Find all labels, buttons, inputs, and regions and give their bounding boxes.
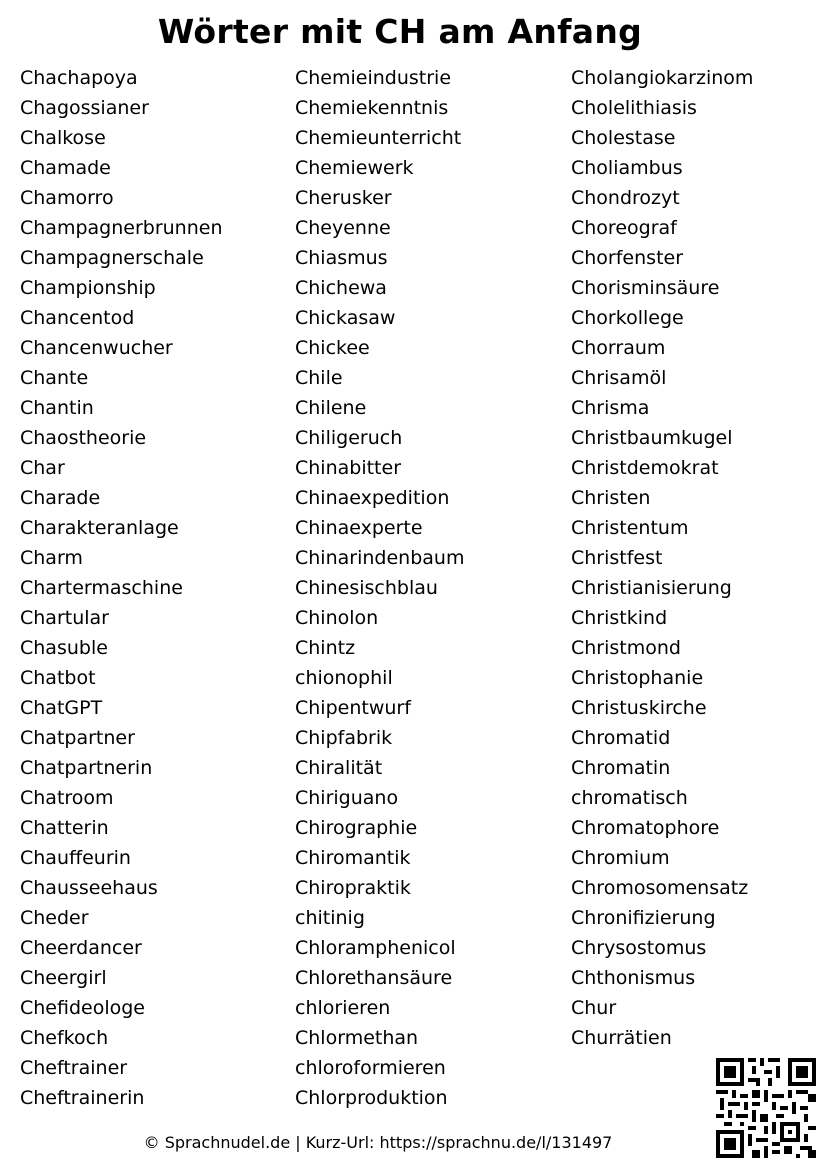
word-item: Chatroom — [20, 787, 114, 809]
word-item: Chemieunterricht — [295, 127, 462, 149]
word-item: Chromosomensatz — [571, 877, 749, 899]
word-column-3 — [571, 63, 753, 1053]
qr-code-icon[interactable] — [716, 1058, 816, 1158]
word-item: Chiropraktik — [295, 877, 411, 899]
word-item: Chromatin — [571, 757, 671, 779]
word-item: Chirographie — [295, 817, 418, 839]
word-item: Chasuble — [20, 637, 108, 659]
word-item: Cherusker — [295, 187, 392, 209]
word-item: Chemiekenntnis — [295, 97, 449, 119]
word-item: Christmond — [571, 637, 681, 659]
word-item: Christen — [571, 487, 651, 509]
word-item: Christkind — [571, 607, 668, 629]
word-item: Christuskirche — [571, 697, 707, 719]
word-item: Chancenwucher — [20, 337, 173, 359]
word-item: Chipentwurf — [295, 697, 411, 719]
word-item: Chlorproduktion — [295, 1087, 448, 1109]
word-item: Chartular — [20, 607, 109, 629]
word-item: Charakteranlage — [20, 517, 179, 539]
word-item: Champagnerbrunnen — [20, 217, 223, 239]
word-item: Chile — [295, 367, 343, 389]
word-item: Churrätien — [571, 1027, 672, 1049]
word-item: Char — [20, 457, 65, 479]
word-item: Christentum — [571, 517, 689, 539]
word-item: Chaostheorie — [20, 427, 147, 449]
word-item: Chinarindenbaum — [295, 547, 465, 569]
word-column-1 — [20, 63, 223, 1113]
word-item: Chinabitter — [295, 457, 402, 479]
word-item: Chiriguano — [295, 787, 399, 809]
word-item: Chlormethan — [295, 1027, 419, 1049]
word-item: Cheder — [20, 907, 89, 929]
word-item: Chauffeurin — [20, 847, 131, 869]
word-item: Cheergirl — [20, 967, 107, 989]
word-item: Cheerdancer — [20, 937, 142, 959]
word-item: Chromatophore — [571, 817, 720, 839]
word-item: Chloramphenicol — [295, 937, 456, 959]
word-item: Choreograf — [571, 217, 677, 239]
word-column-2 — [295, 63, 464, 1113]
word-item: Chickasaw — [295, 307, 396, 329]
word-item: Chromatid — [571, 727, 671, 749]
word-item: Christbaumkugel — [571, 427, 733, 449]
word-item: Chorisminsäure — [571, 277, 720, 299]
word-item: Chronifizierung — [571, 907, 716, 929]
word-item: chitinig — [295, 907, 365, 929]
word-item: Chiromantik — [295, 847, 411, 869]
word-item: chromatisch — [571, 787, 688, 809]
word-item: Chipfabrik — [295, 727, 393, 749]
word-item: Chante — [20, 367, 89, 389]
word-item: Chinaexpedition — [295, 487, 450, 509]
word-item: Chatbot — [20, 667, 96, 689]
word-item: Cheftrainerin — [20, 1087, 145, 1109]
word-item: Chamade — [20, 157, 111, 179]
word-item: Champagnerschale — [20, 247, 204, 269]
word-item: Cholelithiasis — [571, 97, 697, 119]
word-item: Chausseehaus — [20, 877, 158, 899]
word-item: Christdemokrat — [571, 457, 719, 479]
footer-source: © Sprachnudel.de | Kurz-Url: https://sprachnu.de/l/131497 — [143, 1133, 613, 1152]
word-item: Chickee — [295, 337, 370, 359]
word-item: Chamorro — [20, 187, 114, 209]
word-item: Chagossianer — [20, 97, 149, 119]
word-item: Chinaexperte — [295, 517, 423, 539]
word-item: Charm — [20, 547, 83, 569]
word-item: Chiligeruch — [295, 427, 403, 449]
word-item: Chrysostomus — [571, 937, 707, 959]
word-item: Chromium — [571, 847, 670, 869]
word-item: chionophil — [295, 667, 393, 689]
word-item: Cheyenne — [295, 217, 391, 239]
page-title: Wörter mit CH am Anfang — [157, 12, 643, 51]
word-item: Chatterin — [20, 817, 109, 839]
word-item: chlorieren — [295, 997, 391, 1019]
word-item: Christophanie — [571, 667, 704, 689]
word-item: Chefideologe — [20, 997, 145, 1019]
word-item: Chiasmus — [295, 247, 388, 269]
word-item: Chalkose — [20, 127, 106, 149]
word-item: Chilene — [295, 397, 367, 419]
word-item: Cheftrainer — [20, 1057, 128, 1079]
word-item: Chorfenster — [571, 247, 684, 269]
word-item: Chichewa — [295, 277, 387, 299]
word-item: Chlorethansäure — [295, 967, 453, 989]
word-item: ChatGPT — [20, 697, 103, 719]
word-item: Choliambus — [571, 157, 683, 179]
word-item: Chinolon — [295, 607, 379, 629]
word-item: Cholangiokarzinom — [571, 67, 754, 89]
word-item: chloroformieren — [295, 1057, 446, 1079]
word-item: Chachapoya — [20, 67, 138, 89]
word-item: Chondrozyt — [571, 187, 680, 209]
word-item: Championship — [20, 277, 156, 299]
word-item: Chatpartnerin — [20, 757, 153, 779]
word-item: Chefkoch — [20, 1027, 109, 1049]
word-item: Chrisma — [571, 397, 650, 419]
word-item: Chrisamöl — [571, 367, 667, 389]
word-item: Chantin — [20, 397, 94, 419]
word-item: Chemiewerk — [295, 157, 414, 179]
word-item: Chintz — [295, 637, 356, 659]
word-item: Chancentod — [20, 307, 135, 329]
word-item: Chorkollege — [571, 307, 684, 329]
word-item: Chorraum — [571, 337, 666, 359]
word-item: Charade — [20, 487, 101, 509]
word-item: Chatpartner — [20, 727, 135, 749]
word-item: Chthonismus — [571, 967, 696, 989]
word-item: Christianisierung — [571, 577, 732, 599]
word-item: Chartermaschine — [20, 577, 183, 599]
word-item: Chinesischblau — [295, 577, 438, 599]
word-item: Christfest — [571, 547, 663, 569]
word-item: Chur — [571, 997, 617, 1019]
word-item: Chiralität — [295, 757, 383, 779]
word-item: Chemieindustrie — [295, 67, 452, 89]
word-item: Cholestase — [571, 127, 676, 149]
